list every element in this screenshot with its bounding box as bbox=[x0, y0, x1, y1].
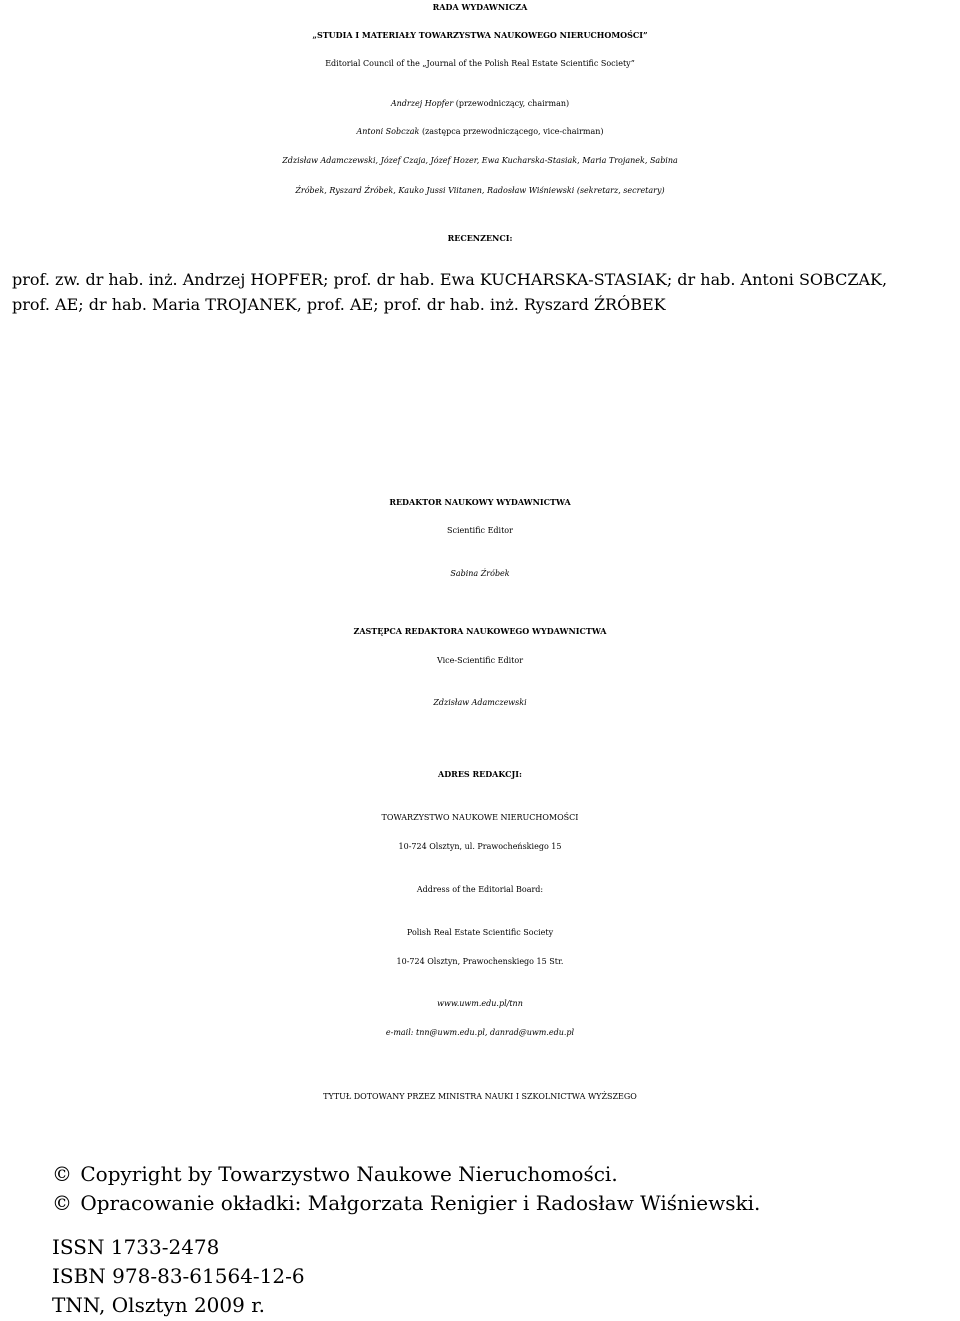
council-members-line2: Źróbek, Ryszard Źróbek, Kauko Jussi Viitanen, Radosław Wiśniewski (sekretarz, secretary) bbox=[295, 186, 665, 195]
chairman-role: (przewodniczący, chairman) bbox=[453, 99, 570, 108]
cover-credit-line bbox=[52, 1191, 760, 1215]
vice-editor-subtitle: Vice-Scientific Editor bbox=[436, 656, 524, 665]
email-link[interactable]: e-mail: tnn@uwm.edu.pl, danrad@uwm.edu.pl bbox=[385, 1028, 575, 1037]
copyright-icon: © bbox=[52, 1162, 72, 1186]
reviewers-line1: prof. zw. dr hab. inż. Andrzej HOPFER; prof. dr hab. Ewa KUCHARSKA-STASIAK; dr hab. Antoni SOBCZAK, bbox=[12, 270, 888, 289]
editor-heading: REDAKTOR NAUKOWY WYDAWNICTWA bbox=[389, 497, 571, 507]
chairman-line bbox=[0, 99, 960, 108]
reviewers-line2: prof. AE; dr hab. Maria TROJANEK, prof. AE; prof. dr hab. inż. Ryszard ŹRÓBEK bbox=[12, 295, 666, 314]
journal-title-pl: „STUDIA I MATERIAŁY TOWARZYSTWA NAUKOWEGO NIERUCHOMOŚCI” bbox=[312, 30, 648, 40]
editor-subtitle: Scientific Editor bbox=[447, 526, 513, 535]
vice-editor-heading: ZASTĘPCA REDAKTORA NAUKOWEGO WYDAWNICTWA bbox=[353, 626, 607, 636]
copyright-icon: © bbox=[52, 1191, 72, 1215]
funding-note: TYTUŁ DOTOWANY PRZEZ MINISTRA NAUKI I SZKOLNICTWA WYŻSZEGO bbox=[323, 1092, 637, 1101]
address-label-en: Address of the Editorial Board: bbox=[416, 885, 544, 894]
isbn: ISBN 978-83-61564-12-6 bbox=[52, 1264, 305, 1288]
address-street-en: 10-724 Olsztyn, Prawochenskiego 15 Str. bbox=[396, 957, 564, 966]
address-org-en: Polish Real Estate Scientific Society bbox=[406, 928, 554, 937]
address-org-pl: TOWARZYSTWO NAUKOWE NIERUCHOMOŚCI bbox=[381, 813, 579, 822]
reviewers-heading: RECENZENCI: bbox=[447, 233, 513, 243]
vice-chairman-name: Antoni Sobczak bbox=[356, 127, 420, 136]
address-street-pl: 10-724 Olsztyn, ul. Prawocheńskiego 15 bbox=[398, 842, 562, 851]
council-members-line1: Zdzisław Adamczewski, Józef Czaja, Józef Hozer, Ewa Kucharska-Stasiak, Maria Trojanek, Sabina bbox=[282, 156, 678, 165]
copyright-text: Copyright by Towarzystwo Naukowe Nieruchomości. bbox=[80, 1162, 618, 1186]
vice-chairman-role: (zastępca przewodniczącego, vice-chairman) bbox=[419, 127, 604, 136]
copyright-line bbox=[52, 1162, 618, 1186]
vice-chairman-line bbox=[0, 127, 960, 136]
council-title: RADA WYDAWNICZA bbox=[432, 2, 528, 12]
issn: ISSN 1733-2478 bbox=[52, 1235, 220, 1259]
publisher-imprint: TNN, Olsztyn 2009 r. bbox=[52, 1293, 265, 1317]
website-link[interactable]: www.uwm.edu.pl/tnn bbox=[437, 999, 523, 1008]
editor-name: Sabina Źróbek bbox=[450, 569, 510, 578]
vice-editor-name: Zdzisław Adamczewski bbox=[433, 698, 527, 707]
address-heading: ADRES REDAKCJI: bbox=[438, 769, 522, 779]
journal-title-en: Editorial Council of the „Journal of the Polish Real Estate Scientific Society” bbox=[325, 59, 635, 68]
cover-credit-text: Opracowanie okładki: Małgorzata Renigier i Radosław Wiśniewski. bbox=[80, 1191, 761, 1215]
chairman-name: Andrzej Hopfer bbox=[390, 99, 454, 108]
